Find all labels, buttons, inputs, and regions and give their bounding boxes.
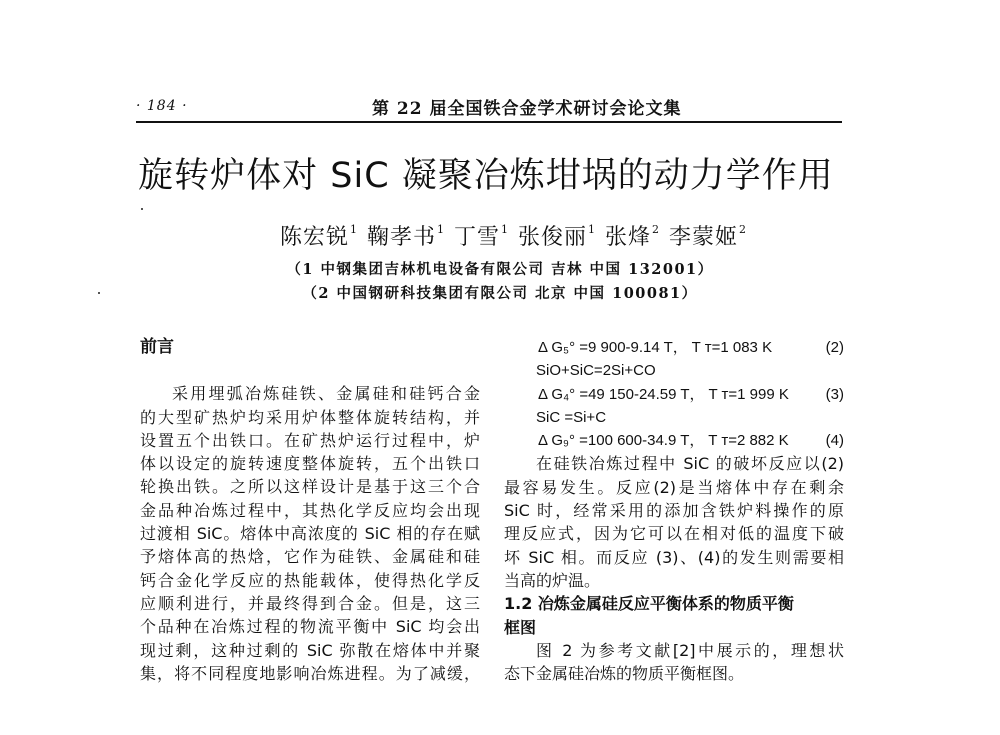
text-line: 采用埋弧冶炼硅铁、金属硅和硅钙合金 xyxy=(172,384,480,404)
scan-speck xyxy=(141,208,143,210)
equation-body: Δ G₅° =9 900-9.14 T， T ᴛ=1 083 K xyxy=(538,339,773,356)
text-line: 理反应式，因为它可以在相对低的温度下破 xyxy=(504,524,844,544)
affiliation-1: （1 中钢集团吉林机电设备有限公司 吉林 中国 132001） xyxy=(286,261,714,278)
text-line: 予熔体高的热焓，它作为硅铁、金属硅和硅 xyxy=(140,547,480,567)
scan-speck xyxy=(98,292,100,294)
reaction-3: SiO+SiC=2Si+CO xyxy=(536,362,656,380)
reaction-4: SiC =Si+C xyxy=(536,408,607,426)
left-column xyxy=(140,336,480,685)
author-list xyxy=(0,220,1000,251)
equation-body: Δ G₄° =49 150-24.59 T， T ᴛ=1 999 K xyxy=(538,385,789,403)
text-line: 当高的炉温。 xyxy=(504,570,601,590)
text-line: 最容易发生。反应(2)是当熔体中存在剩余 xyxy=(504,477,844,497)
text-line: 集，将不同程度地影响冶炼进程。为了减缓， xyxy=(140,663,480,683)
author-affiliation-mark: 1 xyxy=(588,223,597,236)
heading-line: 框图 xyxy=(504,617,537,637)
author-affiliation-mark: 2 xyxy=(739,223,748,236)
affiliation-2: （2 中国钢研科技集团有限公司 北京 中国 100081） xyxy=(302,285,698,302)
page-number: · 184 · xyxy=(136,98,188,114)
text-line: SiC 时，经常采用的添加含铁炉料操作的原 xyxy=(504,501,844,521)
author-affiliation-mark: 1 xyxy=(436,223,445,236)
text-line: 个品种在冶炼过程的物流平衡中 SiC 均会出 xyxy=(140,617,480,637)
equation-number: (4) xyxy=(825,432,844,450)
header-rule xyxy=(136,121,842,123)
equation-number: (2) xyxy=(825,339,844,356)
heading-line: 1.2 冶炼金属硅反应平衡体系的物质平衡 xyxy=(504,594,794,614)
author-name: 张烽 xyxy=(605,225,652,250)
text-line: 设置五个出铁口。在矿热炉运行过程中，炉 xyxy=(140,430,480,450)
text-line: 态下金属硅冶炼的物质平衡框图。 xyxy=(504,664,745,684)
right-column xyxy=(504,336,844,685)
discussion-paragraph xyxy=(504,452,844,592)
running-head: 第 22 届全国铁合金学术研讨会论文集 xyxy=(372,99,682,119)
equation-2 xyxy=(504,336,844,359)
text-line: 图 2 为参考文献[2]中展示的，理想状 xyxy=(536,640,844,660)
subsection-heading-1-2 xyxy=(504,592,844,639)
text-line: 坏 SiC 相。而反应 (3)、(4)的发生则需要相 xyxy=(504,547,844,567)
equation-4 xyxy=(504,429,844,452)
text-line: 钙合金化学反应的热能载体，使得热化学反 xyxy=(140,570,480,590)
equation-body: Δ G₉° =100 600-34.9 T， T ᴛ=2 882 K xyxy=(538,432,789,450)
author-affiliation-mark: 2 xyxy=(652,223,661,236)
author-name: 鞠孝书 xyxy=(366,225,436,250)
equation-3 xyxy=(504,383,844,406)
text-line: 的大型矿热炉均采用炉体整体旋转结构，并 xyxy=(140,407,480,427)
text-line: 体以设定的旋转速度整体旋转，五个出铁口 xyxy=(140,454,480,474)
figure-reference-paragraph xyxy=(504,639,844,686)
author-name: 张俊丽 xyxy=(518,225,588,250)
text-line: 现过剩，这种过剩的 SiC 弥散在熔体中并聚 xyxy=(140,640,480,660)
author-name: 陈宏锐 xyxy=(279,225,349,250)
text-line: 应顺利进行，并最终得到合金。但是，这三 xyxy=(140,593,480,613)
author-affiliation-mark: 1 xyxy=(349,223,358,236)
section-heading-preface: 前言 xyxy=(140,337,174,357)
author-name: 丁雪 xyxy=(453,225,500,250)
equation-number: (3) xyxy=(825,385,844,403)
author-name: 李蒙姬 xyxy=(669,225,739,250)
paper-title xyxy=(0,148,1000,198)
author-affiliation-mark: 1 xyxy=(501,223,509,236)
text-line: 金品种冶炼过程中，其热化学反应均会出现 xyxy=(140,500,480,520)
text-line: 过渡相 SiC。熔体中高浓度的 SiC 相的存在赋 xyxy=(140,524,480,544)
text-line: 轮换出铁。之所以这样设计是基于这三个合 xyxy=(140,477,480,497)
preface-paragraph xyxy=(140,382,480,685)
paper-title-text: 旋转炉体对 SiC 凝聚冶炼坩埚的动力学作用 xyxy=(138,156,834,196)
text-line: 在硅铁冶炼过程中 SiC 的破坏反应以(2) xyxy=(536,454,844,474)
